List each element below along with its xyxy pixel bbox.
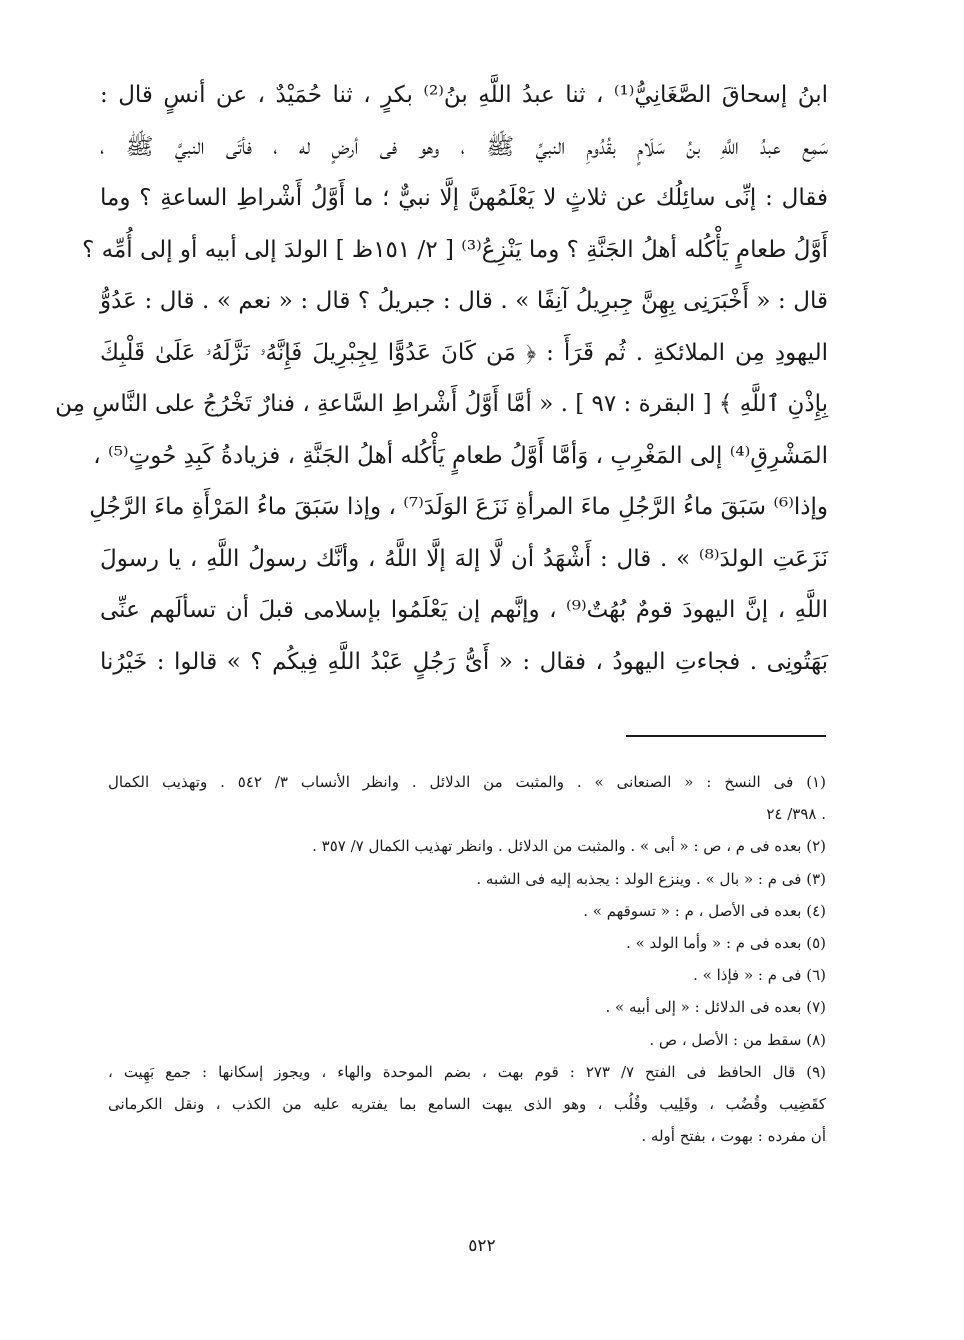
footnote-line: (٩) قال الحافظ فى الفتح ٧/ ٢٧٣ : قوم بهت ، بضم الموحدة والهاء ، ويجوز إسكانها : جمع بَهِيت ، <box>108 1062 826 1081</box>
footnote-line: (٨) سقط من : الأصل ، ص . <box>649 1030 826 1049</box>
footnote-divider <box>626 735 826 737</box>
footnote-line: كقَضِيب وقُضُب ، وقَلِيب وقُلُب ، وهو الذى يبهت السامع بما يفتريه عليه من الكذب ، ونقل الكرمانى <box>108 1094 826 1113</box>
footnote-line: (٥) بعده فى م : « وأما الولد » . <box>626 933 826 952</box>
main-text-line: اليهودِ مِن الملائكةِ . ثُم قَرَأَ : ﴿ مَن كَانَ عَدُوًّا لِجِبْرِيلَ فَإِنَّهُۥ نَزَّلَهُۥ عَلَىٰ قَلْبِكَ <box>100 339 828 366</box>
footnote-line: (١) فى النسخ : « الصنعانى » . والمثبت من الدلائل . وانظر الأنساب ٣/ ٥٤٢ . وتهذيب الكمال <box>108 773 826 791</box>
footnote-line: . ٣٩٨/ ٢٤ <box>766 805 826 824</box>
main-text-line: سَمِع عبدُ اللَّهِ بنُ سَلَامٍ بقُدُومِ النبيِّ ﷺ ، وهو فى أرضٍ له ، فأتَى النبيَّ ﷺ ، <box>100 133 828 160</box>
main-text-line: بَهَتُونِى . فجاءتِ اليهودُ ، فقال : « أَىُّ رَجُلٍ عَبْدُ اللَّهِ فِيكُم ؟ » قالوا : خَيْرُنا <box>100 648 828 675</box>
main-text-line: اللَّهِ ، إنَّ اليهودَ قومٌ بُهُتٌ⁽⁹⁾ ، وإنَّهم إن يَعْلَمُوا بإسلامى قبلَ أن تسألَهم عنِّى <box>100 597 828 623</box>
main-text-line: نَزَعَتِ الولدَ⁽⁸⁾ » . قال : أَشْهَدُ أن لَّا إلهَ إلَّا اللَّهُ ، وأنَّك رسولُ اللَّهِ ، يا رسولَ <box>100 545 828 572</box>
main-text-line: فقال : إنِّى سائِلُك عن ثلاثٍ لا يَعْلَمُهنَّ إلَّا نبيٌّ ؛ ما أَوَّلُ أَشْراطِ الساعةِ ؟ وما <box>100 185 828 211</box>
footnote-line: أن مفرده : بهوت ، بفتح أوله . <box>641 1127 826 1146</box>
main-text-line: قال : « أَخْبَرَنِى بِهِنَّ جِبرِيلُ آنِفًا » . قال : جبريلُ ؟ قال : « نعم » . قال : عَدُوُّ <box>100 288 828 314</box>
footnote-line: (٧) بعده فى الدلائل : « إلى أبيه » . <box>605 998 826 1017</box>
main-text-line: بِإِذْنِ ٱللَّهِ ﴾ [ البقرة : ٩٧ ] . « أمَّا أَوَّلُ أَشْراطِ السَّاعةِ ، فنارٌ تَخْرُجُ على النَّاسِ مِن <box>55 391 828 417</box>
footnotes-block <box>108 766 826 1152</box>
footnote-line: (٢) بعده فى م ، ص : « أبى » . والمثبت من الدلائل . وانظر تهذيب الكمال ٧/ ٣٥٧ . <box>312 837 826 856</box>
main-text-block <box>55 70 828 688</box>
page-number: ٥٢٢ <box>468 1236 496 1256</box>
main-text-line: أَوَّلُ طعامٍ يَأْكُله أهلُ الجَنَّةِ ؟ وما يَنْزِعُ⁽³⁾ [ ٢/ ١٥١ظ ] الولدَ إلى أبيه أو إلى أُمِّه ؟ <box>82 236 828 263</box>
footnote-line: (٤) بعده فى الأصل ، م : « تسوقهم » . <box>583 901 826 920</box>
footnote-line: (٦) فى م : « فإذا » . <box>693 966 826 985</box>
footnote-line: (٣) فى م : « بال » . وينزع الولد : يجذبه إليه فى الشبه . <box>476 869 826 888</box>
main-text-line: ابنُ إسحاقَ الصَّغَانِيُّ⁽¹⁾ ، ثنا عبدُ اللَّهِ بنُ⁽²⁾ بكرٍ ، ثنا حُمَيْدٌ ، عن أنسٍ قال : <box>100 82 828 108</box>
main-text-line: المَشْرِقِ⁽⁴⁾ إلى المَغْرِبِ ، وَأمَّا أَوَّلُ طعامٍ يَأْكُله أهلُ الجَنَّةِ ، فزيادةُ كَبِدِ حُوتٍ⁽⁵⁾ ، <box>93 442 828 469</box>
main-text-line: وإذا⁽⁶⁾ سَبَقَ ماءُ الرَّجُلِ ماءَ المرأةِ نَزَعَ الوَلَدَ⁽⁷⁾ ، وإذا سَبَقَ ماءُ المَرْأَةِ ماءَ الرَّجُلِ <box>89 494 828 520</box>
